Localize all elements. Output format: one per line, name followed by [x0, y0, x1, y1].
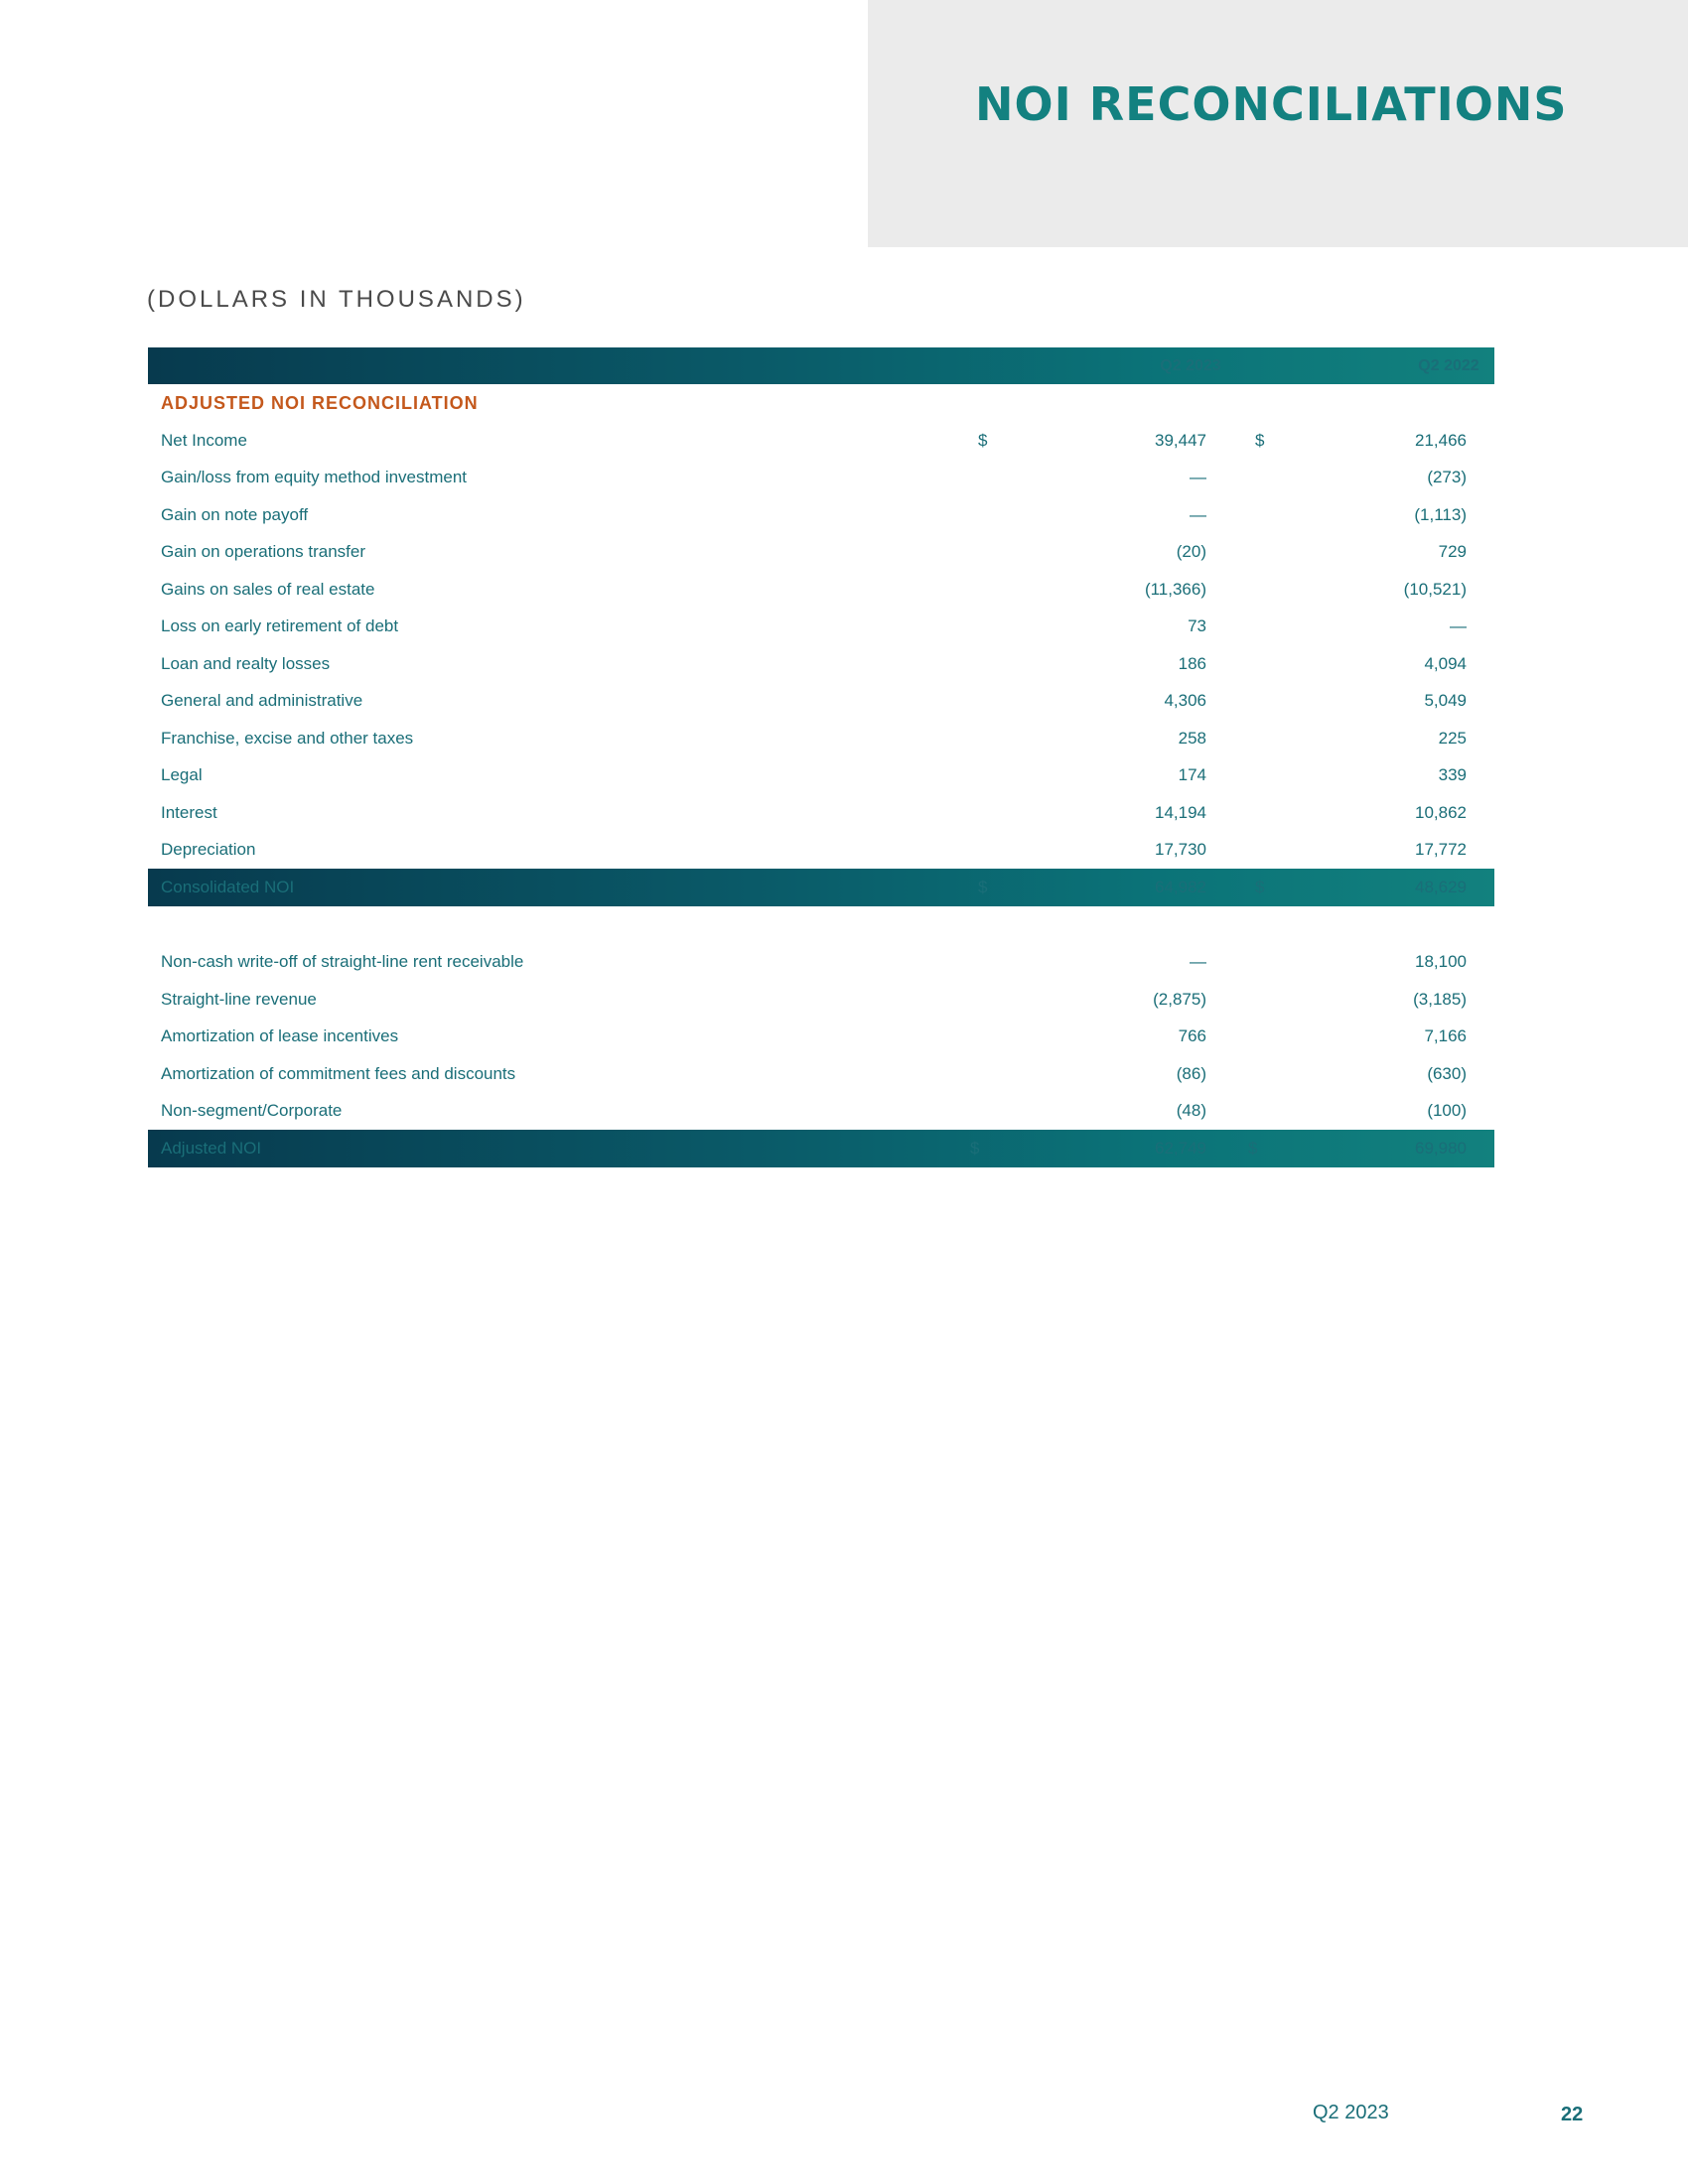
value-q2-2022: 4,094 — [1424, 653, 1467, 673]
dollar-sign: $ — [1255, 430, 1265, 450]
value-q2-2023: 64,982 — [1155, 877, 1206, 896]
value-q2-2022: 339 — [1438, 765, 1467, 785]
value-q2-2022: 5,049 — [1424, 691, 1467, 711]
reconciliation-rows-part1 — [148, 422, 1494, 869]
table-row — [148, 944, 1494, 982]
value-q2-2023: (2,875) — [1153, 989, 1206, 1009]
value-q2-2023: 4,306 — [1164, 691, 1206, 711]
row-label: Adjusted NOI — [161, 1138, 262, 1158]
value-q2-2023: — — [1190, 504, 1206, 524]
table-row — [148, 1019, 1494, 1056]
table-row — [148, 460, 1494, 497]
table-row — [148, 981, 1494, 1019]
value-q2-2023: 39,447 — [1155, 430, 1206, 450]
row-label: Net Income — [161, 430, 247, 450]
column-header-q2-2022: Q2 2022 — [1418, 356, 1479, 374]
value-q2-2022: 225 — [1438, 728, 1467, 748]
table-row — [148, 422, 1494, 460]
value-q2-2023: 62,749 — [1155, 1138, 1206, 1158]
adjusted-noi-row — [148, 1130, 1494, 1167]
table-units-subtitle: (DOLLARS IN THOUSANDS) — [147, 286, 526, 313]
dollar-sign: $ — [1255, 877, 1265, 896]
row-label: Non-cash write-off of straight-line rent receivable — [161, 952, 524, 972]
value-q2-2022: 729 — [1438, 542, 1467, 562]
dollar-sign: $ — [970, 1138, 980, 1158]
column-header-q2-2023: Q2 2023 — [1160, 356, 1221, 374]
value-q2-2023: — — [1190, 952, 1206, 972]
table-row — [148, 757, 1494, 795]
row-label: Non-segment/Corporate — [161, 1101, 343, 1121]
value-q2-2023: 258 — [1178, 728, 1206, 748]
table-row — [148, 1055, 1494, 1093]
value-q2-2023: (11,366) — [1144, 579, 1206, 599]
value-q2-2022: 17,772 — [1415, 840, 1467, 860]
row-label: General and administrative — [161, 691, 363, 711]
value-q2-2022: (3,185) — [1413, 989, 1467, 1009]
value-q2-2022: 69,980 — [1415, 1138, 1467, 1158]
row-label: Loan and realty losses — [161, 653, 331, 673]
table-row — [148, 720, 1494, 757]
row-label: Amortization of lease incentives — [161, 1026, 399, 1046]
value-q2-2023: 17,730 — [1155, 840, 1206, 860]
table-row — [148, 1093, 1494, 1131]
page-number: 22 — [1561, 2104, 1584, 2125]
value-q2-2022: 10,862 — [1415, 802, 1467, 822]
row-label: Interest — [161, 802, 217, 822]
value-q2-2022: (1,113) — [1414, 504, 1467, 524]
row-label: Gain/loss from equity method investment — [161, 468, 468, 487]
table-row — [148, 832, 1494, 870]
row-label: Straight-line revenue — [161, 989, 317, 1009]
row-label: Gains on sales of real estate — [161, 579, 375, 599]
row-label: Gain on operations transfer — [161, 542, 366, 562]
row-label: Legal — [161, 765, 203, 785]
value-q2-2023: 174 — [1178, 765, 1206, 785]
value-q2-2022: 7,166 — [1424, 1026, 1467, 1046]
value-q2-2023: (20) — [1176, 542, 1206, 562]
dollar-sign: $ — [1248, 1138, 1258, 1158]
row-label: Gain on note payoff — [161, 504, 309, 524]
row-label: Franchise, excise and other taxes — [161, 728, 414, 748]
table-row — [148, 794, 1494, 832]
value-q2-2022: 18,100 — [1415, 952, 1467, 972]
value-q2-2023: 766 — [1178, 1026, 1206, 1046]
value-q2-2023: 14,194 — [1155, 802, 1206, 822]
table-row — [148, 683, 1494, 721]
consolidated-noi-row — [148, 869, 1494, 906]
value-q2-2023: 186 — [1178, 653, 1206, 673]
row-label: Consolidated NOI — [161, 877, 295, 896]
table-row — [148, 534, 1494, 572]
table-header-row — [148, 347, 1494, 384]
table-row — [148, 571, 1494, 609]
dollar-sign: $ — [978, 877, 988, 896]
value-q2-2022: — — [1450, 616, 1467, 636]
row-label: Loss on early retirement of debt — [161, 616, 399, 636]
dollar-sign: $ — [978, 430, 988, 450]
table-row — [148, 645, 1494, 683]
value-q2-2022: (273) — [1427, 468, 1467, 487]
value-q2-2022: (100) — [1427, 1101, 1467, 1121]
value-q2-2022: 21,466 — [1415, 430, 1467, 450]
value-q2-2023: 73 — [1188, 616, 1206, 636]
value-q2-2022: (10,521) — [1403, 579, 1467, 599]
value-q2-2022: 48,629 — [1415, 877, 1467, 896]
table-row — [148, 496, 1494, 534]
row-label: Depreciation — [161, 840, 256, 860]
table-row — [148, 609, 1494, 646]
row-label: Amortization of commitment fees and discounts — [161, 1063, 516, 1083]
page-title: NOI RECONCILIATIONS — [975, 77, 1568, 131]
value-q2-2022: (630) — [1427, 1063, 1467, 1083]
noi-reconciliation-table — [148, 347, 1494, 1167]
value-q2-2023: (48) — [1176, 1101, 1206, 1121]
reconciliation-rows-part2 — [148, 944, 1494, 1131]
value-q2-2023: (86) — [1176, 1063, 1206, 1083]
spacer — [148, 906, 1494, 944]
section-title: ADJUSTED NOI RECONCILIATION — [161, 392, 479, 413]
footer-period: Q2 2023 — [1313, 2102, 1389, 2123]
value-q2-2023: — — [1190, 468, 1206, 487]
